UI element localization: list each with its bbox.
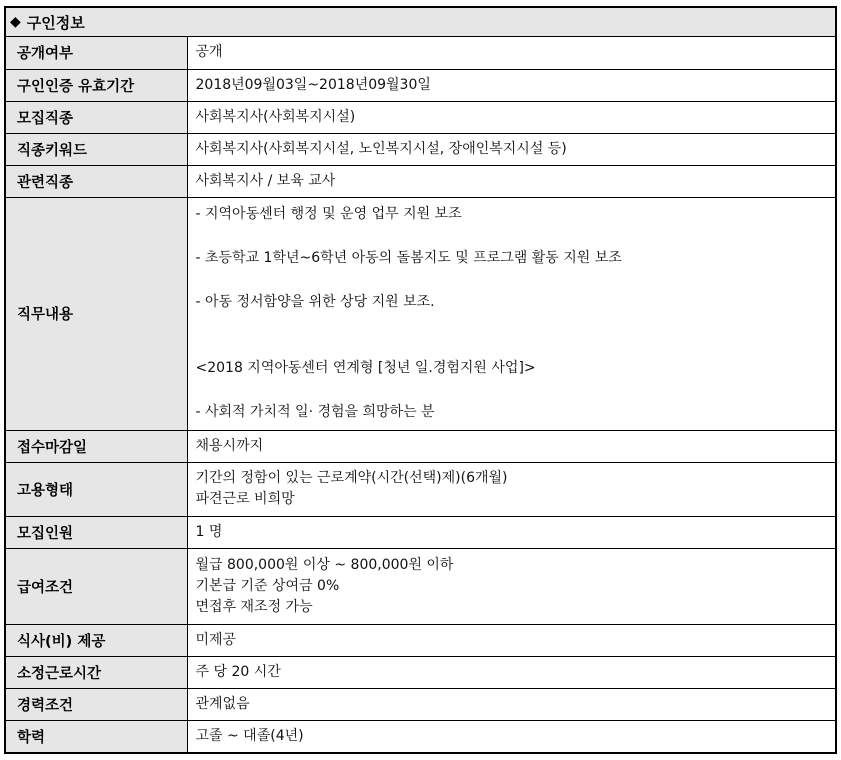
row-label-occupation: 모집직종 [6,101,187,133]
row-value-related: 사회복지사 / 보육 교사 [187,165,835,197]
row-value-meals: 미제공 [187,624,835,656]
row-label-keywords: 직종키워드 [6,133,187,165]
table-row [6,430,835,462]
duty-line: <2018 지역아동센터 연계형 [청년 일.경험지원 사업]> [195,359,536,376]
table-row [6,656,835,688]
row-label-experience: 경력조건 [6,688,187,720]
row-value-deadline: 채용시까지 [187,430,835,462]
table-row [6,133,835,165]
row-label-validity: 구인인증 유효기간 [6,69,187,101]
diamond-icon: ◆ [10,14,21,30]
table-row [6,624,835,656]
table-row [6,462,835,516]
row-value-headcount: 1 명 [187,516,835,548]
table-row [6,37,835,69]
table-row [6,69,835,101]
row-value-hours: 주 당 20 시간 [187,656,835,688]
duty-line: - 사회적 가치적 일· 경험을 희망하는 분 [195,403,435,420]
row-value-keywords: 사회복지사(사회복지시설, 노인복지시설, 장애인복지시설 등) [187,133,835,165]
row-label-disclosure: 공개여부 [6,37,187,69]
row-label-salary: 급여조건 [6,548,187,624]
job-info-panel [4,6,837,754]
row-label-education: 학력 [6,720,187,752]
row-label-hours: 소정근로시간 [6,656,187,688]
row-value-validity: 2018년09월03일~2018년09월30일 [187,69,835,101]
table-row [6,548,835,624]
row-label-meals: 식사(비) 제공 [6,624,187,656]
job-info-table [6,37,835,752]
row-value-salary: 월급 800,000원 이상 ~ 800,000원 이하 기본급 기준 상여금 0% 면접후 재조정 가능 [187,548,835,624]
row-value-experience: 관계없음 [187,688,835,720]
row-label-related: 관련직종 [6,165,187,197]
table-row [6,720,835,752]
table-row [6,516,835,548]
row-label-employment-type: 고용형태 [6,462,187,516]
table-row [6,197,835,430]
section-title: 구인정보 [26,13,85,32]
row-value-disclosure: 공개 [195,44,223,61]
duty-line: - 아동 정서함양을 위한 상당 지원 보조. [195,293,435,310]
row-value-employment-type: 기간의 정함이 있는 근로계약(시간(선택)제)(6개월) 파견근로 비희망 [187,462,835,516]
row-value-education: 고졸 ~ 대졸(4년) [187,720,835,752]
table-row [6,165,835,197]
row-value-duties [187,197,835,430]
row-label-duties: 직무내용 [6,197,187,430]
table-row [6,101,835,133]
duty-line: - 지역아동센터 행정 및 운영 업무 지원 보조 [195,205,462,222]
table-row [6,688,835,720]
duty-line: - 초등학교 1학년~6학년 아동의 돌봄지도 및 프로그램 활동 지원 보조 [195,249,622,266]
row-value-occupation: 사회복지사(사회복지시설) [187,101,835,133]
row-label-headcount: 모집인원 [6,516,187,548]
section-header [6,8,835,37]
row-label-deadline: 접수마감일 [6,430,187,462]
